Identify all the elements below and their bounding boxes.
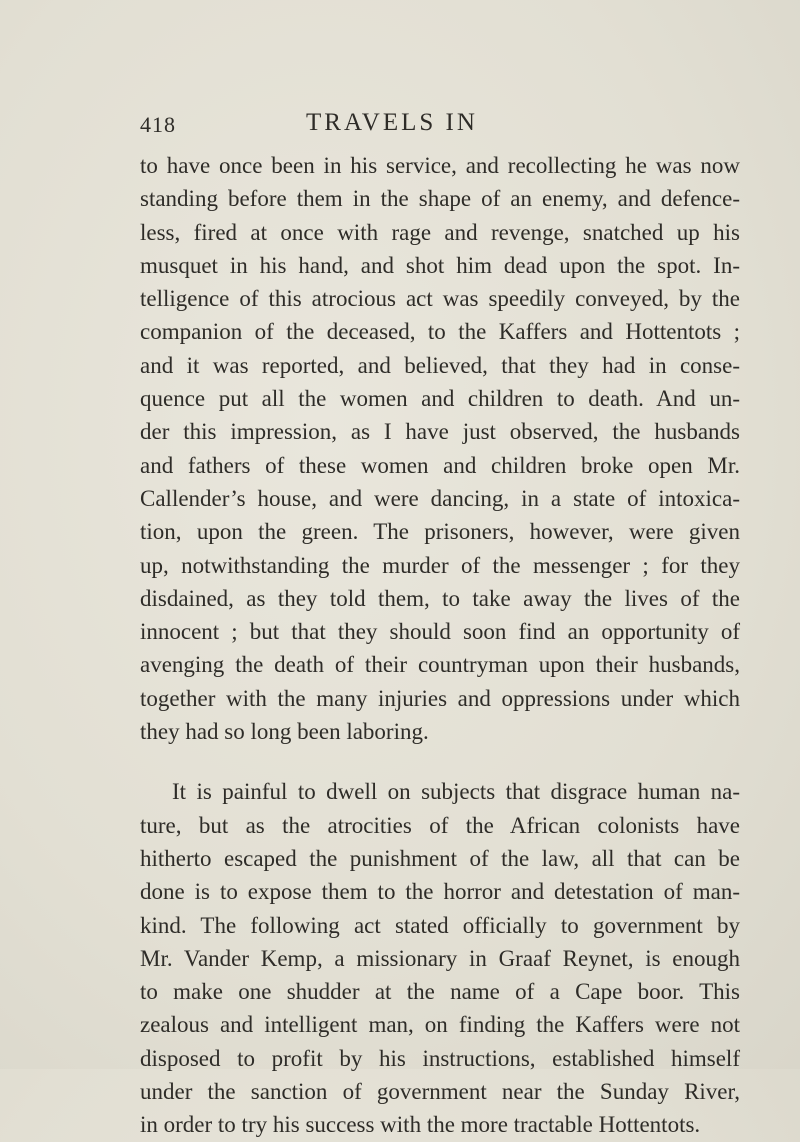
text-line: telligence of this atrocious act was speedily conveyed, by the xyxy=(140,286,740,312)
text-line: der this impression, as I have just observed, the husbands xyxy=(140,419,740,445)
text-line: up, notwithstanding the murder of the messenger ; for they xyxy=(140,552,740,578)
text-line: less, fired at once with rage and revenge, snatched up his xyxy=(140,219,740,245)
text-line: ture, but as the atrocities of the African colonists have xyxy=(140,812,740,838)
paragraph-gap xyxy=(140,748,740,775)
text-line: tion, upon the green. The prisoners, however, were given xyxy=(140,519,740,545)
text-line: Callender’s house, and were dancing, in a state of intoxica- xyxy=(140,485,740,511)
text-line: under the sanction of government near the Sunday River, xyxy=(140,1079,740,1105)
text-line: kind. The following act stated officially to government by xyxy=(140,912,740,938)
text-line: standing before them in the shape of an enemy, and defence- xyxy=(140,186,740,212)
text-line: companion of the deceased, to the Kaffers and Hottentots ; xyxy=(140,319,740,345)
text-line: to have once been in his service, and recollecting he was now xyxy=(140,153,740,178)
text-line: in order to try his success with the more tractable Hottentots. xyxy=(140,1112,701,1138)
text-line: innocent ; but that they should soon find an opportunity of xyxy=(140,619,740,645)
text-line: Mr. Vander Kemp, a missionary in Graaf Reynet, is enough xyxy=(140,945,740,971)
paragraph xyxy=(140,775,740,1141)
text-line: and fathers of these women and children broke open Mr. xyxy=(140,452,740,478)
text-line: It is painful to dwell on subjects that disgrace human na- xyxy=(172,779,740,805)
running-head: TRAVELS IN xyxy=(306,109,478,136)
text-line: they had so long been laboring. xyxy=(140,719,429,745)
text-line: hitherto escaped the punishment of the law, all that can be xyxy=(140,845,740,871)
text-line: and it was reported, and believed, that they had in conse- xyxy=(140,352,740,378)
text-line: zealous and intelligent man, on finding the Kaffers were not xyxy=(140,1012,740,1038)
page-number: 418 xyxy=(140,112,176,137)
text-line: done is to expose them to the horror and detestation of man- xyxy=(140,879,740,905)
page-header xyxy=(140,106,740,146)
body-text xyxy=(140,149,740,1142)
text-line: together with the many injuries and oppressions under which xyxy=(140,685,740,711)
text-line: disdained, as they told them, to take away the lives of the xyxy=(140,585,740,611)
text-line: disposed to profit by his instructions, established himself xyxy=(140,1045,740,1071)
paragraph xyxy=(140,149,740,748)
text-line: quence put all the women and children to death. And un- xyxy=(140,386,740,412)
text-line: avenging the death of their countryman upon their husbands, xyxy=(140,652,740,678)
text-line: musquet in his hand, and shot him dead upon the spot. In- xyxy=(140,252,740,278)
text-line: to make one shudder at the name of a Cape boor. This xyxy=(140,979,740,1005)
